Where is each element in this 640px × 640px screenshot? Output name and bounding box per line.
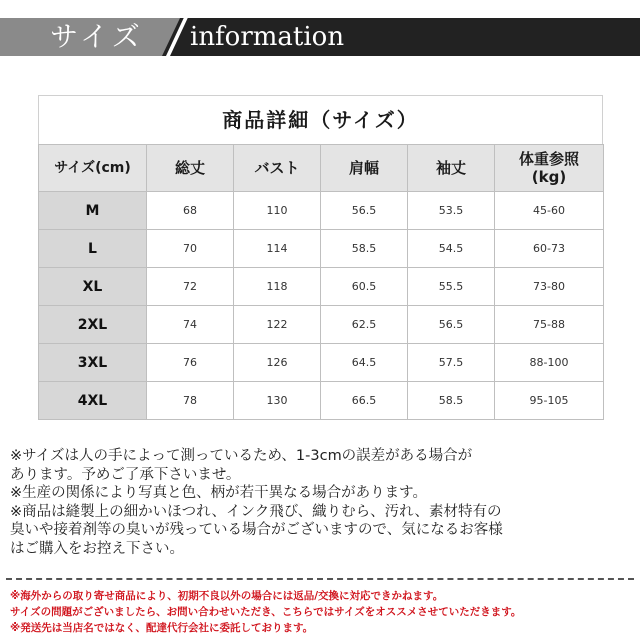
table-row [39, 230, 604, 268]
cell-bust: 118 [234, 268, 321, 306]
cell-shoulder: 64.5 [321, 344, 408, 382]
header-weight-label: 体重参照 [518, 150, 579, 168]
cell-bust: 110 [234, 192, 321, 230]
cell-sleeve: 56.5 [408, 306, 495, 344]
table-row [39, 192, 604, 230]
cell-shoulder: 62.5 [321, 306, 408, 344]
header-row [39, 145, 604, 192]
note-line: ※サイズは人の手によって測っているため、1-3cmの誤差がある場合が [10, 448, 473, 464]
cell-size: L [39, 230, 147, 268]
cell-length: 68 [147, 192, 234, 230]
cell-size: 3XL [39, 344, 147, 382]
cell-weight: 75-88 [495, 306, 604, 344]
cell-length: 78 [147, 382, 234, 420]
cell-weight: 45-60 [495, 192, 604, 230]
cell-weight: 73-80 [495, 268, 604, 306]
header-sleeve: 袖丈 [408, 145, 495, 192]
cell-shoulder: 58.5 [321, 230, 408, 268]
table-row [39, 382, 604, 420]
notes [10, 447, 635, 558]
cell-length: 70 [147, 230, 234, 268]
cell-sleeve: 57.5 [408, 344, 495, 382]
header-weight-unit: (kg) [531, 168, 567, 186]
cell-shoulder: 56.5 [321, 192, 408, 230]
note-line: 臭いや接着剤等の臭いが残っている場合がございますので、気になるお客様 [10, 522, 503, 538]
size-table [38, 95, 603, 420]
header-shoulder: 肩幅 [321, 145, 408, 192]
note-line: はご購入をお控え下さい。 [10, 540, 184, 557]
cell-length: 72 [147, 268, 234, 306]
cell-shoulder: 66.5 [321, 382, 408, 420]
note-line: ※生産の関係により写真と色、柄が若干異なる場合があります。 [10, 485, 427, 501]
cell-weight: 60-73 [495, 230, 604, 268]
cell-size: 2XL [39, 306, 147, 344]
red-notes [10, 588, 635, 636]
red-note-line: ※発送先は当店名ではなく、配達代行会社に委託しております。 [10, 622, 314, 634]
header-bust: バスト [234, 145, 321, 192]
banner-title-en: information [190, 22, 345, 52]
table-row [39, 306, 604, 344]
cell-weight: 95-105 [495, 382, 604, 420]
cell-weight: 88-100 [495, 344, 604, 382]
cell-bust: 122 [234, 306, 321, 344]
size-chart [38, 144, 604, 420]
header-length: 総丈 [147, 145, 234, 192]
cell-sleeve: 58.5 [408, 382, 495, 420]
note-line: ※商品は縫製上の細かいほつれ、インク飛び、織りむら、汚れ、素材特有の [10, 503, 502, 520]
cell-shoulder: 60.5 [321, 268, 408, 306]
header-banner [0, 0, 640, 80]
cell-length: 76 [147, 344, 234, 382]
header-size: サイズ(cm) [39, 145, 147, 192]
cell-size: 4XL [39, 382, 147, 420]
table-row [39, 268, 604, 306]
red-note-line: ※海外からの取り寄せ商品により、初期不良以外の場合には返品/交換に対応できかねます。 [10, 590, 444, 602]
cell-length: 74 [147, 306, 234, 344]
header-weight [495, 145, 604, 192]
table-row [39, 344, 604, 382]
cell-sleeve: 54.5 [408, 230, 495, 268]
cell-bust: 126 [234, 344, 321, 382]
cell-bust: 114 [234, 230, 321, 268]
table-title: 商品詳細（サイズ） [38, 95, 603, 144]
dashed-divider [6, 578, 634, 580]
red-note-line: サイズの問題がございましたら、お問い合わせいただき、こちらではサイズをオススメさせていただきます。 [10, 606, 522, 618]
cell-sleeve: 55.5 [408, 268, 495, 306]
cell-bust: 130 [234, 382, 321, 420]
banner-title-ja: サイズ [50, 20, 144, 53]
note-line: あります。予めご了承下さいませ。 [10, 466, 241, 483]
cell-size: M [39, 192, 147, 230]
cell-size: XL [39, 268, 147, 306]
cell-sleeve: 53.5 [408, 192, 495, 230]
